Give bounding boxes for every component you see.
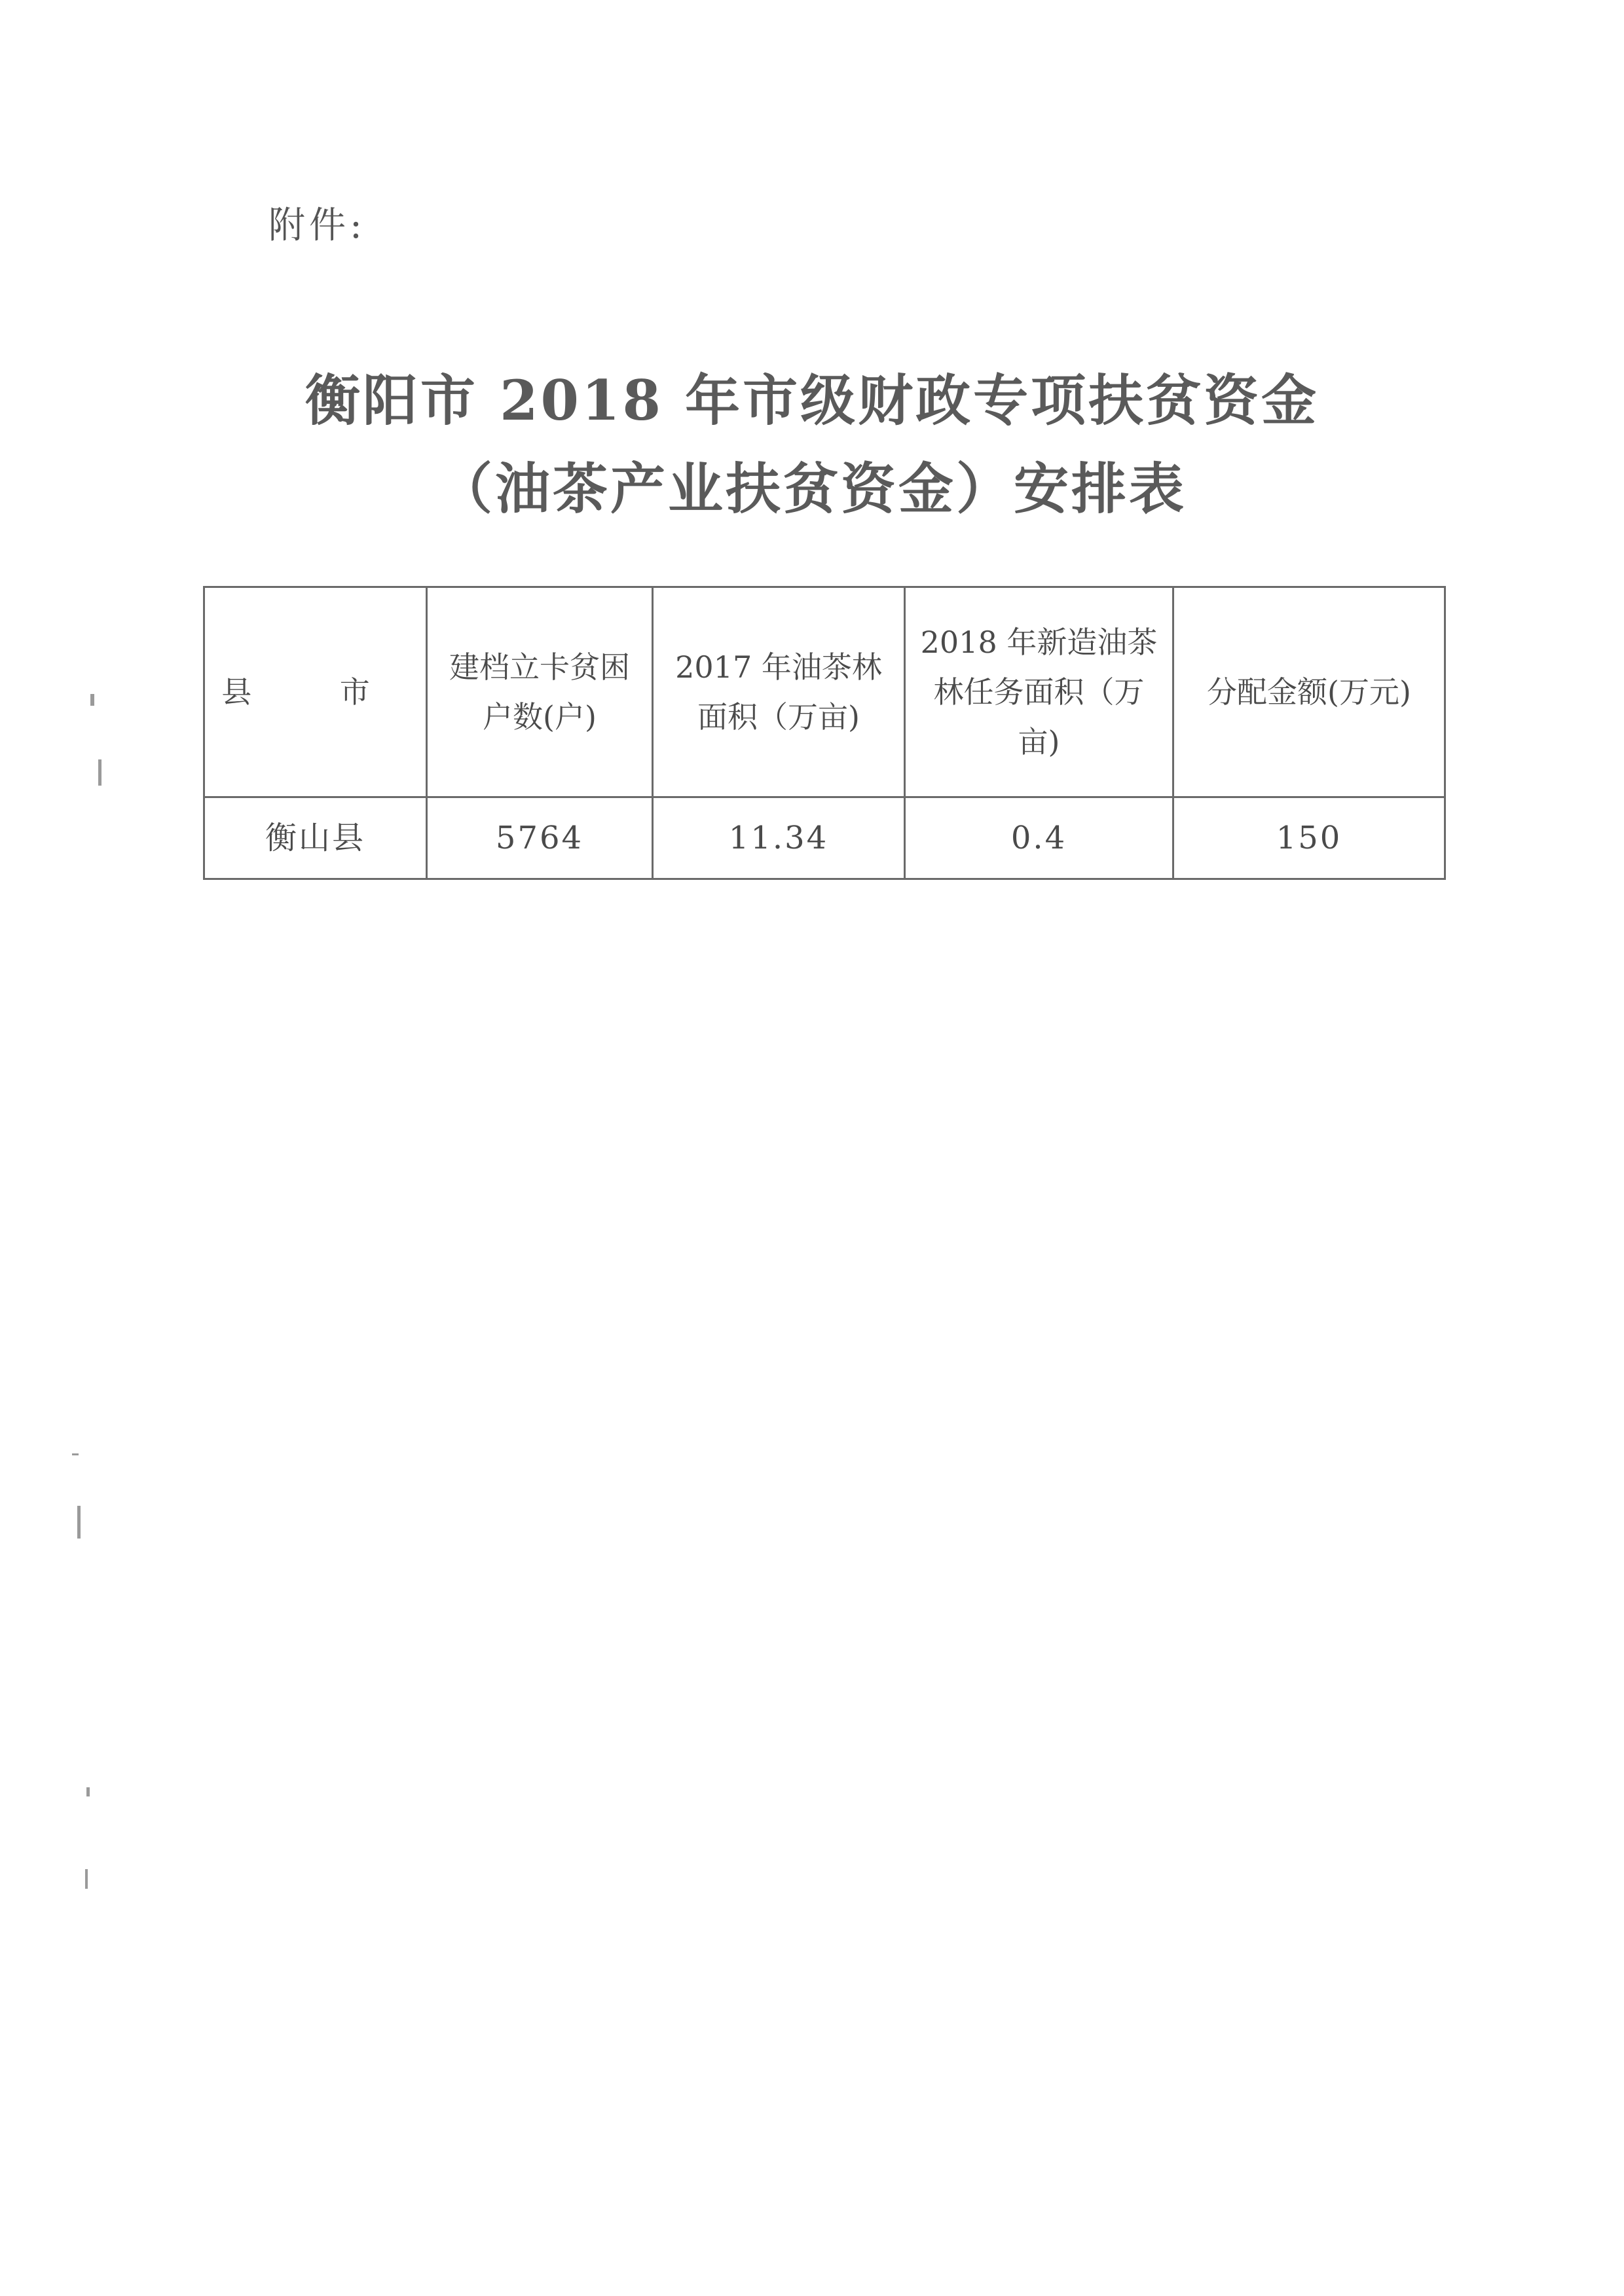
scan-mark [86, 1787, 90, 1796]
scan-mark [72, 1453, 79, 1455]
allocation-table-container [203, 586, 1444, 880]
document-title-line-1: 衡阳市 2018 年市级财政专项扶贫资金 [304, 368, 1320, 433]
scan-mark [98, 759, 101, 786]
header-amount: 分配金额(万元) [1173, 587, 1445, 797]
table-row [204, 797, 1445, 879]
header-county: 县 市 [204, 587, 427, 797]
cell-new-area-2018: 0.4 [905, 797, 1173, 879]
table-header-row [204, 587, 1445, 797]
header-new-area-2018: 2018 年新造油茶林任务面积（万亩) [905, 587, 1173, 797]
attachment-label: 附件: [268, 204, 366, 247]
scan-mark [77, 1506, 81, 1539]
cell-county: 衡山县 [204, 797, 427, 879]
allocation-table [203, 586, 1446, 880]
cell-amount: 150 [1173, 797, 1445, 879]
document-title-line-2: （油茶产业扶贫资金）安排表 [437, 456, 1187, 521]
header-area-2017: 2017 年油茶林面积（万亩) [653, 587, 905, 797]
cell-area-2017: 11.34 [653, 797, 905, 879]
table-header [204, 587, 1445, 797]
scan-mark [85, 1869, 88, 1889]
table-body [204, 797, 1445, 879]
scan-mark [90, 694, 94, 706]
cell-poor-households: 5764 [427, 797, 653, 879]
header-poor-households: 建档立卡贫困户数(户) [427, 587, 653, 797]
